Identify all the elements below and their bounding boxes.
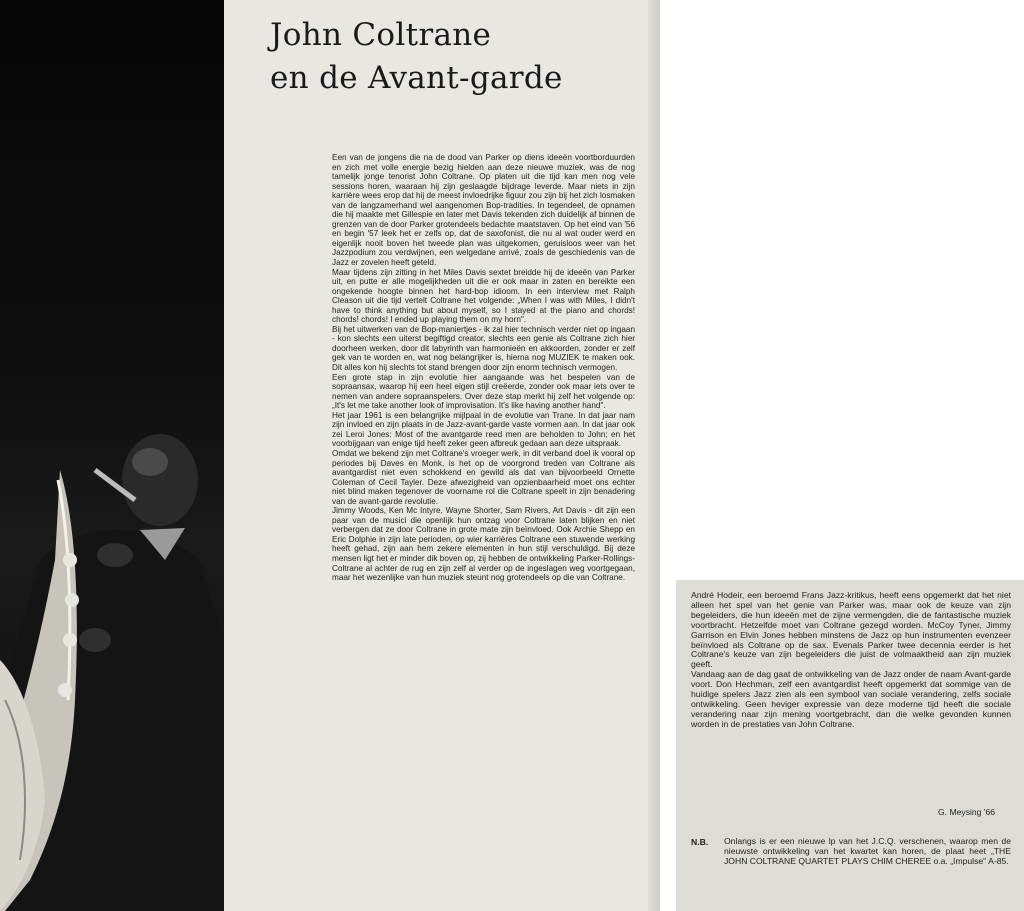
article-continuation [676, 580, 1024, 911]
author-signature: G. Meysing '66 [938, 807, 996, 817]
saxophonist-illustration [0, 0, 224, 911]
continuation-paragraph: Vandaag aan de dag gaat de ontwikkeling van de Jazz onder de naam Avant-garde voort. Don Hechman, zelf een avantgardist heeft opgemerkt dat sommige van de huidige spelers Jazz zien als een symbool van sociale verandering, zelfs sociale ontwikkeling. Geen heviger expressie van deze moderne tijd heeft die sociale verandering naar zijn mening voortgebracht, dan die welke gevonden kunnen worden in de prestaties van John Coltrane. [691, 669, 1011, 729]
article-paragraph: Het jaar 1961 is een belangrijke mijlpaal in de evolutie van Trane. In dat jaar nam zijn invloed en zijn plaats in de Jazz-avant-garde vaste vormen aan. In dat jaar ook zei Leroi Jones: Most of the avantgarde reed men are beholden to John; en het voorbijgaan van enige tijd heeft zeker geen afbreuk gedaan aan deze uitspraak. [332, 410, 635, 449]
nb-label: N.B. [691, 837, 709, 847]
title-line-1: John Coltrane [270, 17, 492, 53]
page-edge [648, 0, 660, 911]
article-body [332, 153, 635, 873]
continuation-body [691, 591, 1011, 730]
article-title [270, 14, 640, 100]
article-paragraph: Omdat we bekend zijn met Coltrane's vroeger werk, in dit verband doel ik vooral op periodes bij Daves en Monk, is het op de voorgrond treden van Coltrane als avantgardist niet even schokkend en gewild als dat van bijvoorbeeld Ornette Coleman of Cecil Tayler. Deze afwezigheid van opzienbaarheid moet ons echter niet blind maken tegenover de voorname rol die Coltrane speelt in zijn benadering van de avant-garde revolutie. [332, 448, 635, 506]
nb-note: Onlangs is er een nieuwe lp van het J.C.Q. verschenen, waarop men de nieuwste ontwikkeling van het kwartet kan horen, de plaat heet „THE JOHN COLTRANE QUARTET PLAYS CHIM CHEREE o.a. „Impulse" A-85. [724, 836, 1011, 866]
article-paragraph: Maar tijdens zijn zitting in het Miles Davis sextet breidde hij de ideeën van Parker uit, en putte er alle mogelijkheden uit die er ook maar in zaten en bereikte een ongekende hoogte binnen het hard-bop idioom. In een interview met Ralph Cleason uit die tijd vertelt Coltrane het volgende: „When I was with Miles, I didn't have to think anything but about myself, so I stayed at the piano and chords! chords! chords! I ended up playing them on my horn". [332, 267, 635, 325]
continuation-paragraph: André Hodeir, een beroemd Frans Jazz-kritikus, heeft eens opgemerkt dat het niet alleen het spel van het genie van Parker was, maar ook de keuze van zijn begeleiders, die hun ideeën met de zijne vermengden, die de fantastische muziek voortbracht. Hetzelfde moet van Coltrane gezegd worden. McCoy Tyner, Jimmy Garrison en Elvin Jones hebben minstens de Jazz op hun instrumenten evenzeer beïnvloed als Coltrane op de sax. Evenals Parker twee decennia eerder is het Coltrane's keuze van zijn begeleiders die juist de volmaaktheid aan zijn muziek geeft. [691, 590, 1011, 670]
article-paragraph: Een grote stap in zijn evolutie hier aangaande was het bespelen van de sopraansax, waarop hij een heel eigen stijl creëerde, zonder ook maar iets over te nemen van andere sopraanspelers. Over deze stap merkt hij zelf het volgende op: „It's let me take another look of improvisation. It's like having another hand". [332, 372, 635, 411]
saxophonist-photo [0, 0, 224, 911]
title-line-2: en de Avant-garde [270, 59, 563, 96]
article-paragraph: Jimmy Woods, Ken Mc Intyre, Wayne Shorter, Sam Rivers, Art Davis - dit zijn een paar van de musici die openlijk hun ontzag voor Coltrane laten blijken en niet verbergen dat ze door Coltrane in grote mate zijn beïnvloed. Ook Archie Shepp en Eric Dolphie in zijn late perioden, op wier karrières Coltrane een stuwende werking heeft gehad, zijn aan hem zekere elementen in hun stijl verschuldigd. Bij deze mensen ligt het er minder dik boven op, zij hebben de ontwikkeling Parker-Rollings-Coltrane al achter de rug en zijn zelf al verder op de ingeslagen weg voortgegaan, maar het wezenlijke van hun muziek steunt nog grotendeels op die van Coltrane. [332, 506, 635, 583]
article-paragraph: Een van de jongens die na de dood van Parker op diens ideeën voortborduurden en zich met volle energie bezig hielden aan deze nieuwe muziek, was de nog tamelijk jonge tenorist John Coltrane. Op platen uit die tijd kan men nog vele sessions horen, waaraan hij zijn geslaagde bijdrage leverde. Maar niets in zijn karrière wees erop dat hij de meest invloedrijke figuur zou zijn bij het zich losmaken van de langzamerhand wel aangenomen Bop-tradities. In tegendeel, de opnamen die hij maakte met Gillespie en later met Davis tekenden zich duidelijk af binnen de grenzen van de door Parker grotendeels bedachte maatstaven. Op het eind van '56 en begin '57 leek het er zelfs op, dat de saxofonist, die nu al wat ouder werd en eigenlijk nooit boven het tweede plan was uitgekomen, geruisloos weer van het Jazzpodium zou verdwijnen, een welgedane arrivé, zoals de geschiedenis van de Jazz er zovelen heeft geteld. [332, 153, 635, 268]
article-paragraph: Bij het uitwerken van de Bop-maniertjes - ik zal hier technisch verder niet op ingaan - kon slechts een uiterst begiftigd creator, slechts een genie als Coltrane zich hier doorheen werken, door dit labyrinth van harmonieën en akkoorden, zonder er zelf gek van te worden en, wat nog belangrijker is, hierna nog MUZIEK te maken ook. Dit alles kon hij slechts tot stand brengen door zijn enorm technisch vermogen. [332, 324, 635, 373]
